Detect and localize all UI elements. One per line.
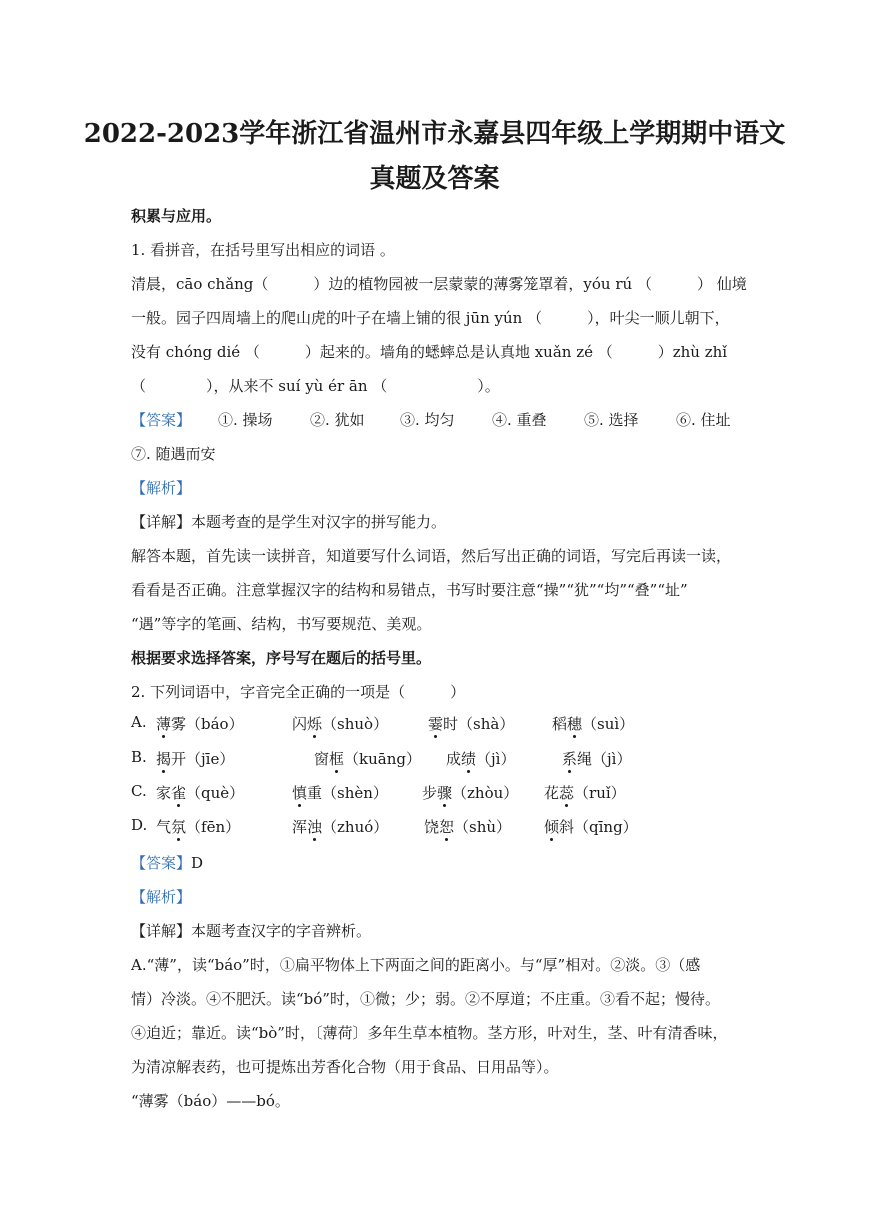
section2-heading: 根据要求选择答案，序号写在题后的括号里。 bbox=[131, 649, 432, 667]
doc-title-line2: 真题及答案 bbox=[369, 164, 500, 194]
q1-analysis-label: 【解析】 bbox=[131, 479, 192, 497]
q2-option-d-word-3: 饶恕（shù） bbox=[424, 818, 512, 836]
q2-option-c-word-1: 家雀（què） bbox=[156, 784, 245, 802]
q1-explain-3: “遇”等字的笔画、结构，书写要规范、美观。 bbox=[131, 615, 432, 633]
q2-answer: 【答案】D bbox=[131, 854, 204, 872]
q2-option-d-word-1: 气氛（fēn） bbox=[156, 818, 241, 836]
q2-option-c-word-3: 步骤（zhòu） bbox=[422, 784, 519, 802]
section1-heading: 积累与应用。 bbox=[131, 207, 222, 225]
q2-option-d-word-2: 浑浊（zhuó） bbox=[292, 818, 389, 836]
q2-option-b-word-1: 揭开（jīe） bbox=[156, 750, 235, 768]
q1-line-2: 一般。园子四周墙上的爬山虎的叶子在墙上铺的很 jūn yún （ ），叶尖一顺儿朝下， bbox=[131, 309, 730, 327]
q1-explain-1: 解答本题，首先读一读拼音，知道要写什么词语，然后写出正确的词语，写完后再读一读， bbox=[131, 547, 732, 565]
q2-option-c-word-2: 慎重（shèn） bbox=[292, 784, 388, 802]
q1-answer-3: ③. 均匀 bbox=[400, 411, 455, 429]
q1-line-3: 没有 chóng dié （ ）起来的。墙角的蟋蟀总是认真地 xuǎn zé （ ）zhù zhǐ bbox=[131, 343, 728, 361]
q2-analysis-label: 【解析】 bbox=[131, 888, 192, 906]
q2-option-d-letter: D. bbox=[131, 816, 148, 834]
doc-title-line1: 2022-2023学年浙江省温州市永嘉县四年级上学期期中语文 bbox=[83, 119, 786, 149]
q1-stem: 1. 看拼音，在括号里写出相应的词语 。 bbox=[131, 241, 395, 259]
q2-option-b-word-4: 系绳（jì） bbox=[562, 750, 632, 768]
q1-answer-1: ①. 操场 bbox=[218, 411, 273, 429]
q1-answer-4: ④. 重叠 bbox=[492, 411, 547, 429]
q1-answer-2: ②. 犹如 bbox=[310, 411, 365, 429]
q1-answer-6: ⑥. 住址 bbox=[676, 411, 731, 429]
q2-explain-2: 情）冷淡。④不肥沃。读“bó”时，①微；少；弱。②不厚道；不庄重。③看不起；慢待。 bbox=[131, 990, 720, 1008]
q2-option-b-word-2: 窗框（kuāng） bbox=[314, 750, 421, 768]
q1-line-1: 清晨，cāo chǎng（ ）边的植物园被一层蒙蒙的薄雾笼罩着，yóu rú （ ） 仙境 bbox=[131, 275, 747, 293]
q2-option-c-word-4: 花蕊（ruǐ） bbox=[544, 784, 626, 802]
q2-option-d-word-4: 倾斜（qīng） bbox=[544, 818, 638, 836]
q1-explain-2: 看看是否正确。注意掌握汉字的结构和易错点，书写时要注意“操”“犹”“均”“叠”“址” bbox=[131, 581, 688, 599]
q2-stem: 2. 下列词语中，字音完全正确的一项是（ ） bbox=[131, 683, 466, 701]
q2-explain-3: ④迫近；靠近。读“bò”时，〔薄荷〕多年生草本植物。茎方形，叶对生，茎、叶有清香味， bbox=[131, 1024, 728, 1042]
q1-line-4: （ ），从来不 suí yù ér ān （ ）。 bbox=[131, 377, 500, 395]
q2-option-a-word-4: 稻穗（suì） bbox=[552, 715, 635, 733]
q2-explain-1: A.“薄”，读“báo”时，①扁平物体上下两面之间的距离小。与“厚”相对。②淡。③（感 bbox=[131, 956, 701, 974]
q2-option-a-word-2: 闪烁（shuò） bbox=[292, 715, 389, 733]
q1-detail: 【详解】本题考查的是学生对汉字的拼写能力。 bbox=[131, 513, 447, 531]
q2-explain-4: 为清凉解表药，也可提炼出芳香化合物（用于食品、日用品等）。 bbox=[131, 1058, 559, 1076]
q2-option-b-word-3: 成绩（jì） bbox=[446, 750, 516, 768]
q1-answer-7: ⑦. 随遇而安 bbox=[131, 445, 216, 463]
q2-explain-5: “薄雾（báo）——bó。 bbox=[131, 1092, 290, 1110]
q2-detail: 【详解】本题考查汉字的字音辨析。 bbox=[131, 922, 372, 940]
q2-option-a-word-1: 薄雾（báo） bbox=[156, 715, 244, 733]
q2-option-b-letter: B. bbox=[131, 748, 147, 766]
q2-option-a-word-3: 霎时（shà） bbox=[428, 715, 515, 733]
q2-option-c-letter: C. bbox=[131, 782, 147, 800]
q2-option-a-letter: A. bbox=[131, 713, 147, 731]
q1-answer-5: ⑤. 选择 bbox=[584, 411, 639, 429]
q1-answer-label: 【答案】 bbox=[131, 411, 192, 429]
